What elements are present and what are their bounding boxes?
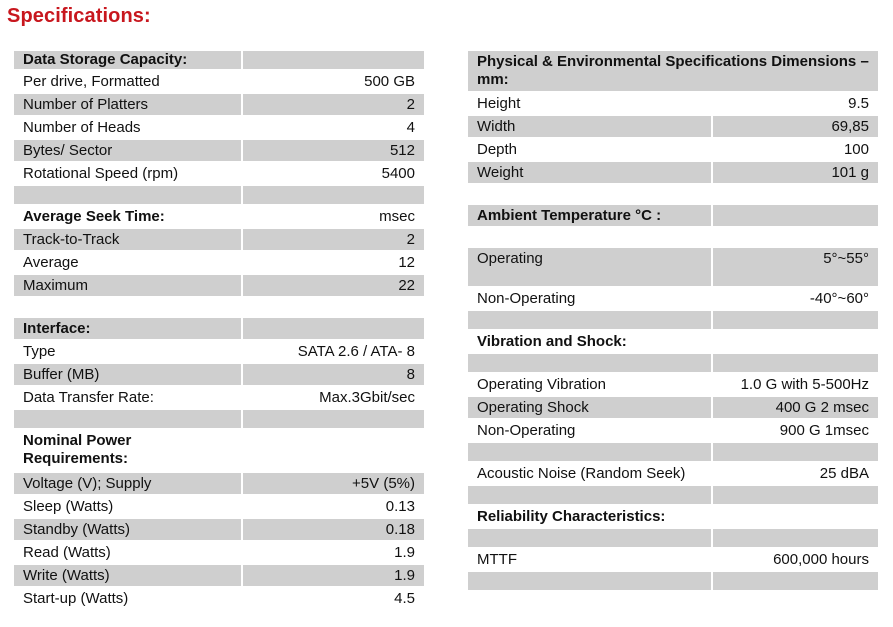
spec-value: 1.0 G with 5-500Hz — [740, 375, 869, 393]
spacer-row — [14, 410, 424, 428]
left-spec-table — [14, 51, 424, 611]
spec-label — [468, 311, 711, 329]
spec-value — [243, 430, 424, 471]
spec-value: 22 — [243, 275, 424, 296]
spec-label: Operating Vibration — [477, 375, 606, 393]
spec-row — [14, 275, 424, 296]
spec-value: 0.13 — [385, 497, 415, 515]
spec-row — [14, 163, 424, 184]
spec-label: Rotational Speed (rpm) — [23, 164, 179, 182]
spec-value: 5°~55° — [713, 248, 878, 286]
spec-value — [713, 354, 878, 372]
spec-label — [14, 186, 241, 204]
spec-value: +5V (5%) — [243, 473, 424, 494]
spec-value: 500 GB — [364, 72, 415, 90]
spec-value: -40°~60° — [809, 289, 869, 307]
spec-row — [468, 162, 878, 183]
section-header-row — [468, 51, 878, 91]
spec-label: Start-up (Watts) — [23, 589, 129, 607]
section-header-label: Nominal Power Requirements: — [23, 432, 132, 467]
spec-label: Write (Watts) — [14, 565, 241, 586]
spec-value — [713, 529, 878, 547]
spec-value: 512 — [243, 140, 424, 161]
section-header-label: Reliability Characteristics: — [477, 507, 666, 525]
spec-label: Bytes/ Sector — [14, 140, 241, 161]
spec-row — [14, 519, 424, 540]
spec-value: 69,85 — [713, 116, 878, 137]
spec-label — [468, 228, 711, 246]
spec-row — [468, 139, 878, 160]
spec-label: Voltage (V); Supply — [14, 473, 241, 494]
spec-value: 4.5 — [394, 589, 415, 607]
spec-label: Non-Operating — [477, 421, 576, 439]
spec-row — [468, 397, 878, 418]
spec-label — [468, 572, 711, 590]
spec-label: Weight — [468, 162, 711, 183]
section-header-row — [468, 506, 878, 527]
spec-label: Acoustic Noise (Random Seek) — [477, 464, 686, 482]
spec-row — [14, 117, 424, 138]
spec-value — [713, 486, 878, 504]
spec-row — [468, 374, 878, 395]
spec-label — [468, 185, 711, 203]
spec-value: 4 — [406, 118, 415, 136]
spec-label: Read (Watts) — [23, 543, 111, 561]
section-header-label: Vibration and Shock: — [477, 332, 627, 350]
spec-row — [14, 542, 424, 563]
spec-row — [14, 140, 424, 161]
section-header-label: Ambient Temperature °C : — [468, 205, 711, 226]
section-header-label: Average Seek Time: — [23, 207, 165, 225]
spec-value — [243, 51, 424, 69]
spec-value: msec — [379, 207, 415, 225]
spacer-row — [468, 228, 878, 246]
spacer-row — [468, 572, 878, 590]
spec-row — [468, 420, 878, 441]
spec-label: Number of Heads — [23, 118, 141, 136]
spec-value: 25 dBA — [819, 464, 869, 482]
spec-row — [14, 588, 424, 609]
spec-row — [14, 252, 424, 273]
spec-label: Operating Shock — [468, 397, 711, 418]
spec-label: Non-Operating — [477, 289, 576, 307]
spec-row — [468, 288, 878, 309]
spec-label — [468, 486, 711, 504]
spec-label: Height — [477, 94, 521, 112]
spec-row — [468, 116, 878, 137]
spec-value — [713, 185, 878, 203]
spec-value: 9.5 — [848, 94, 869, 112]
spacer-row — [14, 186, 424, 204]
spec-value: 2 — [243, 229, 424, 250]
section-header-label: Data Storage Capacity: — [14, 51, 241, 69]
spec-row — [14, 473, 424, 494]
spec-label: Buffer (MB) — [14, 364, 241, 385]
spec-label: Standby (Watts) — [14, 519, 241, 540]
section-header-row — [14, 51, 424, 69]
spec-value: 1.9 — [243, 565, 424, 586]
spec-value — [713, 443, 878, 461]
spec-row — [468, 463, 878, 484]
spec-label — [14, 298, 241, 316]
spec-row — [14, 565, 424, 586]
spec-row — [14, 341, 424, 362]
section-header-row — [468, 205, 878, 226]
spacer-row — [14, 298, 424, 316]
spec-row — [14, 364, 424, 385]
section-header-row — [14, 318, 424, 339]
section-header-row — [468, 331, 878, 352]
section-header-row — [14, 206, 424, 227]
spacer-row — [468, 185, 878, 203]
spec-value — [243, 318, 424, 339]
spec-value — [243, 186, 424, 204]
spec-label: Maximum — [14, 275, 241, 296]
spec-value — [713, 572, 878, 590]
spec-value: 12 — [398, 253, 415, 271]
spec-label: Per drive, Formatted — [23, 72, 160, 90]
spacer-row — [468, 311, 878, 329]
right-spec-table — [468, 51, 878, 592]
spec-value — [713, 228, 878, 246]
spec-label — [14, 410, 241, 428]
spec-value — [713, 506, 878, 527]
section-header-label: Physical & Environmental Specifications Dimensions –mm: — [468, 51, 878, 91]
spec-row — [14, 387, 424, 408]
section-header-label: Interface: — [14, 318, 241, 339]
spacer-row — [468, 443, 878, 461]
spec-label: Data Transfer Rate: — [23, 388, 154, 406]
spec-row — [14, 496, 424, 517]
spec-label: Sleep (Watts) — [23, 497, 114, 515]
spec-value: 5400 — [381, 164, 415, 182]
spec-value: SATA 2.6 / ATA- 8 — [297, 342, 415, 360]
spec-label — [468, 443, 711, 461]
spec-label: Depth — [477, 140, 518, 158]
spec-row — [468, 549, 878, 570]
spec-label: Track-to-Track — [14, 229, 241, 250]
spec-value: 101 g — [713, 162, 878, 183]
spec-value: 0.18 — [243, 519, 424, 540]
spec-row — [468, 93, 878, 114]
spec-row — [14, 94, 424, 115]
spec-row — [14, 229, 424, 250]
spec-label: Average — [23, 253, 79, 271]
spec-row — [14, 71, 424, 92]
spec-value: 600,000 hours — [773, 550, 869, 568]
spec-value — [713, 205, 878, 226]
spec-label — [468, 354, 711, 372]
spec-value: 100 — [843, 140, 869, 158]
spec-value — [243, 410, 424, 428]
spec-label: Number of Platters — [14, 94, 241, 115]
spec-label — [468, 529, 711, 547]
spacer-row — [468, 354, 878, 372]
spec-value: 1.9 — [394, 543, 415, 561]
spec-row — [468, 248, 878, 286]
spec-value: 8 — [243, 364, 424, 385]
spec-value: Max.3Gbit/sec — [319, 388, 415, 406]
section-header-row — [14, 430, 424, 471]
spec-value: 900 G 1msec — [779, 421, 869, 439]
spec-value — [243, 298, 424, 316]
spec-value: 2 — [243, 94, 424, 115]
spec-value — [713, 331, 878, 352]
spec-label: Operating — [468, 248, 711, 286]
spacer-row — [468, 486, 878, 504]
spec-label: Width — [468, 116, 711, 137]
spec-label: MTTF — [477, 550, 517, 568]
spec-label: Type — [23, 342, 56, 360]
spacer-row — [468, 529, 878, 547]
spec-value — [713, 311, 878, 329]
spec-value: 400 G 2 msec — [713, 397, 878, 418]
page-title: Specifications: — [7, 5, 151, 27]
